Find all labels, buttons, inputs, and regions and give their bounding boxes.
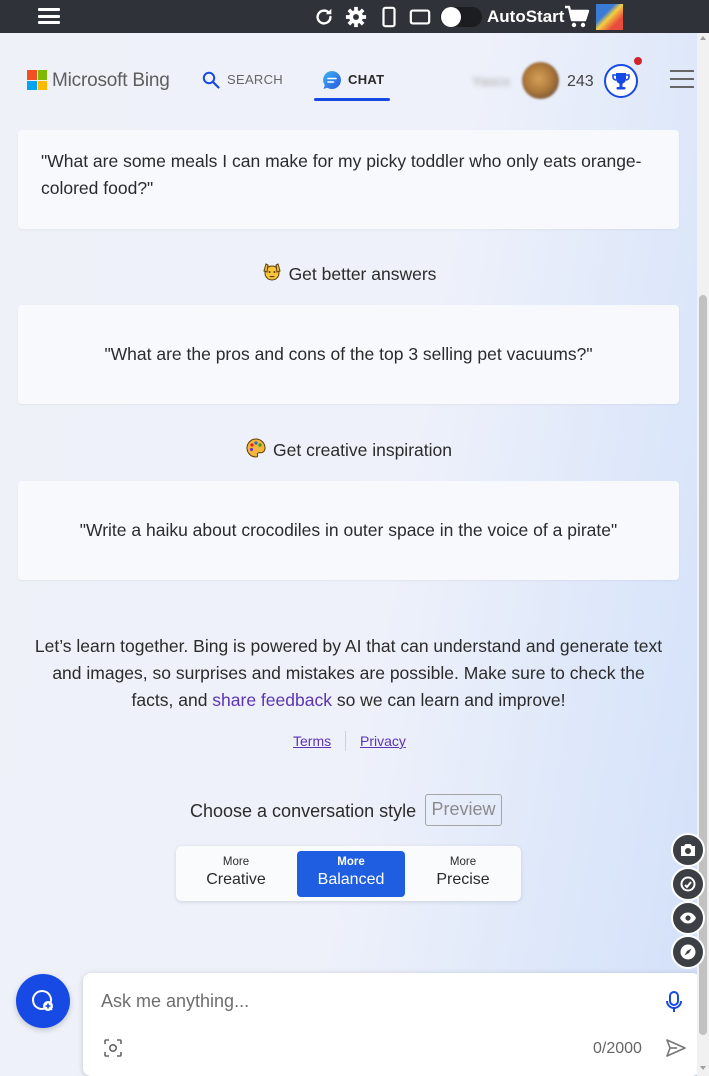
phone-icon[interactable] (378, 6, 400, 28)
character-counter: 0/2000 (593, 1040, 642, 1057)
rewards-points[interactable]: 243 (567, 73, 594, 90)
style-option-creative[interactable] (182, 851, 290, 897)
scroll-up-arrow-icon[interactable] (700, 36, 706, 40)
active-tab-indicator (314, 98, 390, 101)
visual-search-icon[interactable] (103, 1038, 123, 1058)
tab-chat[interactable] (322, 70, 385, 93)
terms-link[interactable]: Terms (293, 733, 332, 749)
new-chat-icon (30, 988, 56, 1014)
disclaimer-text: Let’s learn together. Bing is powered by AI that can understand and generate text and images, so surprises and mistakes are possible. Make sure to check the facts, and (34, 636, 663, 710)
new-topic-button[interactable] (16, 974, 70, 1028)
search-icon (202, 71, 220, 89)
style-option-small: More (337, 856, 365, 868)
tab-search[interactable] (202, 71, 283, 92)
microphone-icon[interactable] (665, 990, 683, 1014)
cart-icon[interactable] (564, 5, 590, 29)
section-title: Get creative inspiration (273, 440, 452, 460)
section-heading (0, 261, 697, 288)
sync-icon (679, 875, 697, 893)
bing-chat-page (0, 33, 697, 1076)
settings-menu-icon[interactable] (670, 70, 694, 94)
ai-disclaimer (30, 633, 667, 714)
share-feedback-link[interactable]: share feedback (212, 690, 332, 710)
camera-icon (679, 841, 697, 859)
eye-icon (679, 909, 697, 927)
compass-icon (679, 943, 697, 961)
chat-input[interactable] (101, 988, 641, 1014)
chat-bubble-icon (322, 70, 342, 90)
style-option-balanced[interactable] (297, 851, 405, 897)
style-option-precise[interactable] (409, 851, 517, 897)
send-icon[interactable] (665, 1037, 687, 1059)
divider (345, 731, 346, 751)
view-tool-button[interactable] (671, 901, 705, 935)
notification-dot (634, 57, 642, 65)
hamburger-icon[interactable] (38, 8, 60, 28)
style-option-label: Balanced (317, 871, 385, 888)
suggestion-text: "What are the pros and cons of the top 3 selling pet vacuums?" (104, 344, 593, 364)
microsoft-logo-icon (27, 70, 47, 90)
suggestion-card[interactable] (18, 305, 679, 404)
raising-hands-icon (261, 261, 283, 288)
preview-badge: Preview (425, 794, 502, 826)
suggestion-text: "What are some meals I can make for my picky toddler who only eats orange-colored food?" (41, 151, 642, 198)
autostart-label: AutoStart (487, 7, 565, 26)
conversation-style-label: Choose a conversation style (190, 801, 417, 821)
avatar[interactable] (522, 62, 559, 99)
rewards-trophy-icon[interactable] (604, 64, 638, 98)
style-option-label: Creative (206, 871, 266, 888)
screenshot-tool-button[interactable] (671, 833, 705, 867)
username[interactable]: Yasco (472, 73, 510, 89)
suggestion-text: "Write a haiku about crocodiles in outer space in the voice of a pirate" (79, 520, 618, 540)
privacy-link[interactable]: Privacy (360, 733, 406, 749)
scroll-down-arrow-icon[interactable] (700, 1066, 706, 1070)
color-swatch-icon[interactable] (596, 4, 623, 30)
section-heading (0, 437, 697, 464)
tab-chat-label: CHAT (348, 72, 385, 87)
section-title: Get better answers (288, 264, 437, 284)
refresh-icon[interactable] (313, 6, 335, 28)
style-option-small: More (449, 856, 477, 868)
conversation-style-picker (176, 846, 521, 901)
suggestion-card[interactable] (18, 130, 679, 229)
style-option-small: More (222, 856, 250, 868)
chat-composer (83, 973, 697, 1076)
navigate-tool-button[interactable] (671, 935, 705, 969)
autostart-toggle[interactable] (440, 7, 482, 27)
extension-toolbar (0, 0, 709, 33)
gear-icon[interactable] (345, 6, 367, 28)
palette-icon (245, 437, 267, 464)
brand-name[interactable]: Microsoft Bing (52, 70, 170, 91)
disclaimer-text-end: so we can learn and improve! (331, 690, 566, 710)
tablet-icon[interactable] (409, 6, 431, 28)
sync-tool-button[interactable] (671, 867, 705, 901)
style-option-label: Precise (436, 871, 490, 888)
suggestion-card[interactable] (18, 481, 679, 580)
tab-search-label: SEARCH (227, 72, 283, 87)
